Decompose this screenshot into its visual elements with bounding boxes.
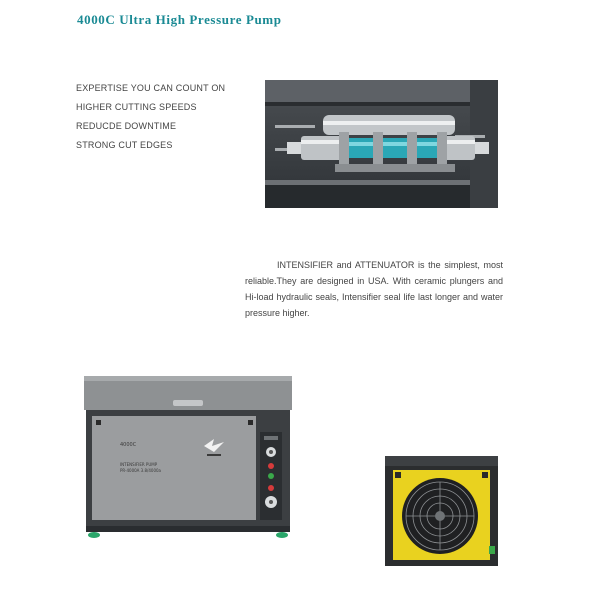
feature-item: REDUCDE DOWNTIME [76, 121, 177, 131]
feature-list [76, 79, 225, 155]
feature-item: STRONG CUT EDGES [76, 140, 173, 150]
cooling-fan-illustration [385, 456, 498, 566]
cabinet-foot [276, 532, 288, 538]
cabinet-label-line2: PR-4000A 3.8/4000a [120, 468, 161, 473]
indicator-light-icon [268, 473, 274, 479]
page-title: 4000C Ultra High Pressure Pump [77, 12, 282, 27]
indicator-light-icon [268, 463, 274, 469]
feature-item: HIGHER CUTTING SPEEDS [76, 102, 197, 112]
cabinet-foot [88, 532, 100, 538]
intensifier-photo [265, 80, 498, 208]
feature-item: EXPERTISE YOU CAN COUNT ON [76, 83, 226, 93]
pump-cabinet-illustration [80, 372, 300, 544]
description-text: INTENSIFIER and ATTENUATOR is the simplest, most reliable.They are designed in USA. With ceramic plungers and Hi-load hydraulic seals, Intensifier seal life last longer and water pressure higher. [245, 260, 503, 318]
pump-cabinet-photo [80, 372, 300, 544]
cooling-fan-photo [385, 456, 498, 566]
cabinet-brand: 4000C [120, 442, 137, 448]
product-description [245, 257, 503, 321]
cabinet-label-line1: INTENSIFIER PUMP [120, 462, 158, 467]
intensifier-illustration [265, 80, 498, 208]
indicator-light-icon [268, 485, 274, 491]
